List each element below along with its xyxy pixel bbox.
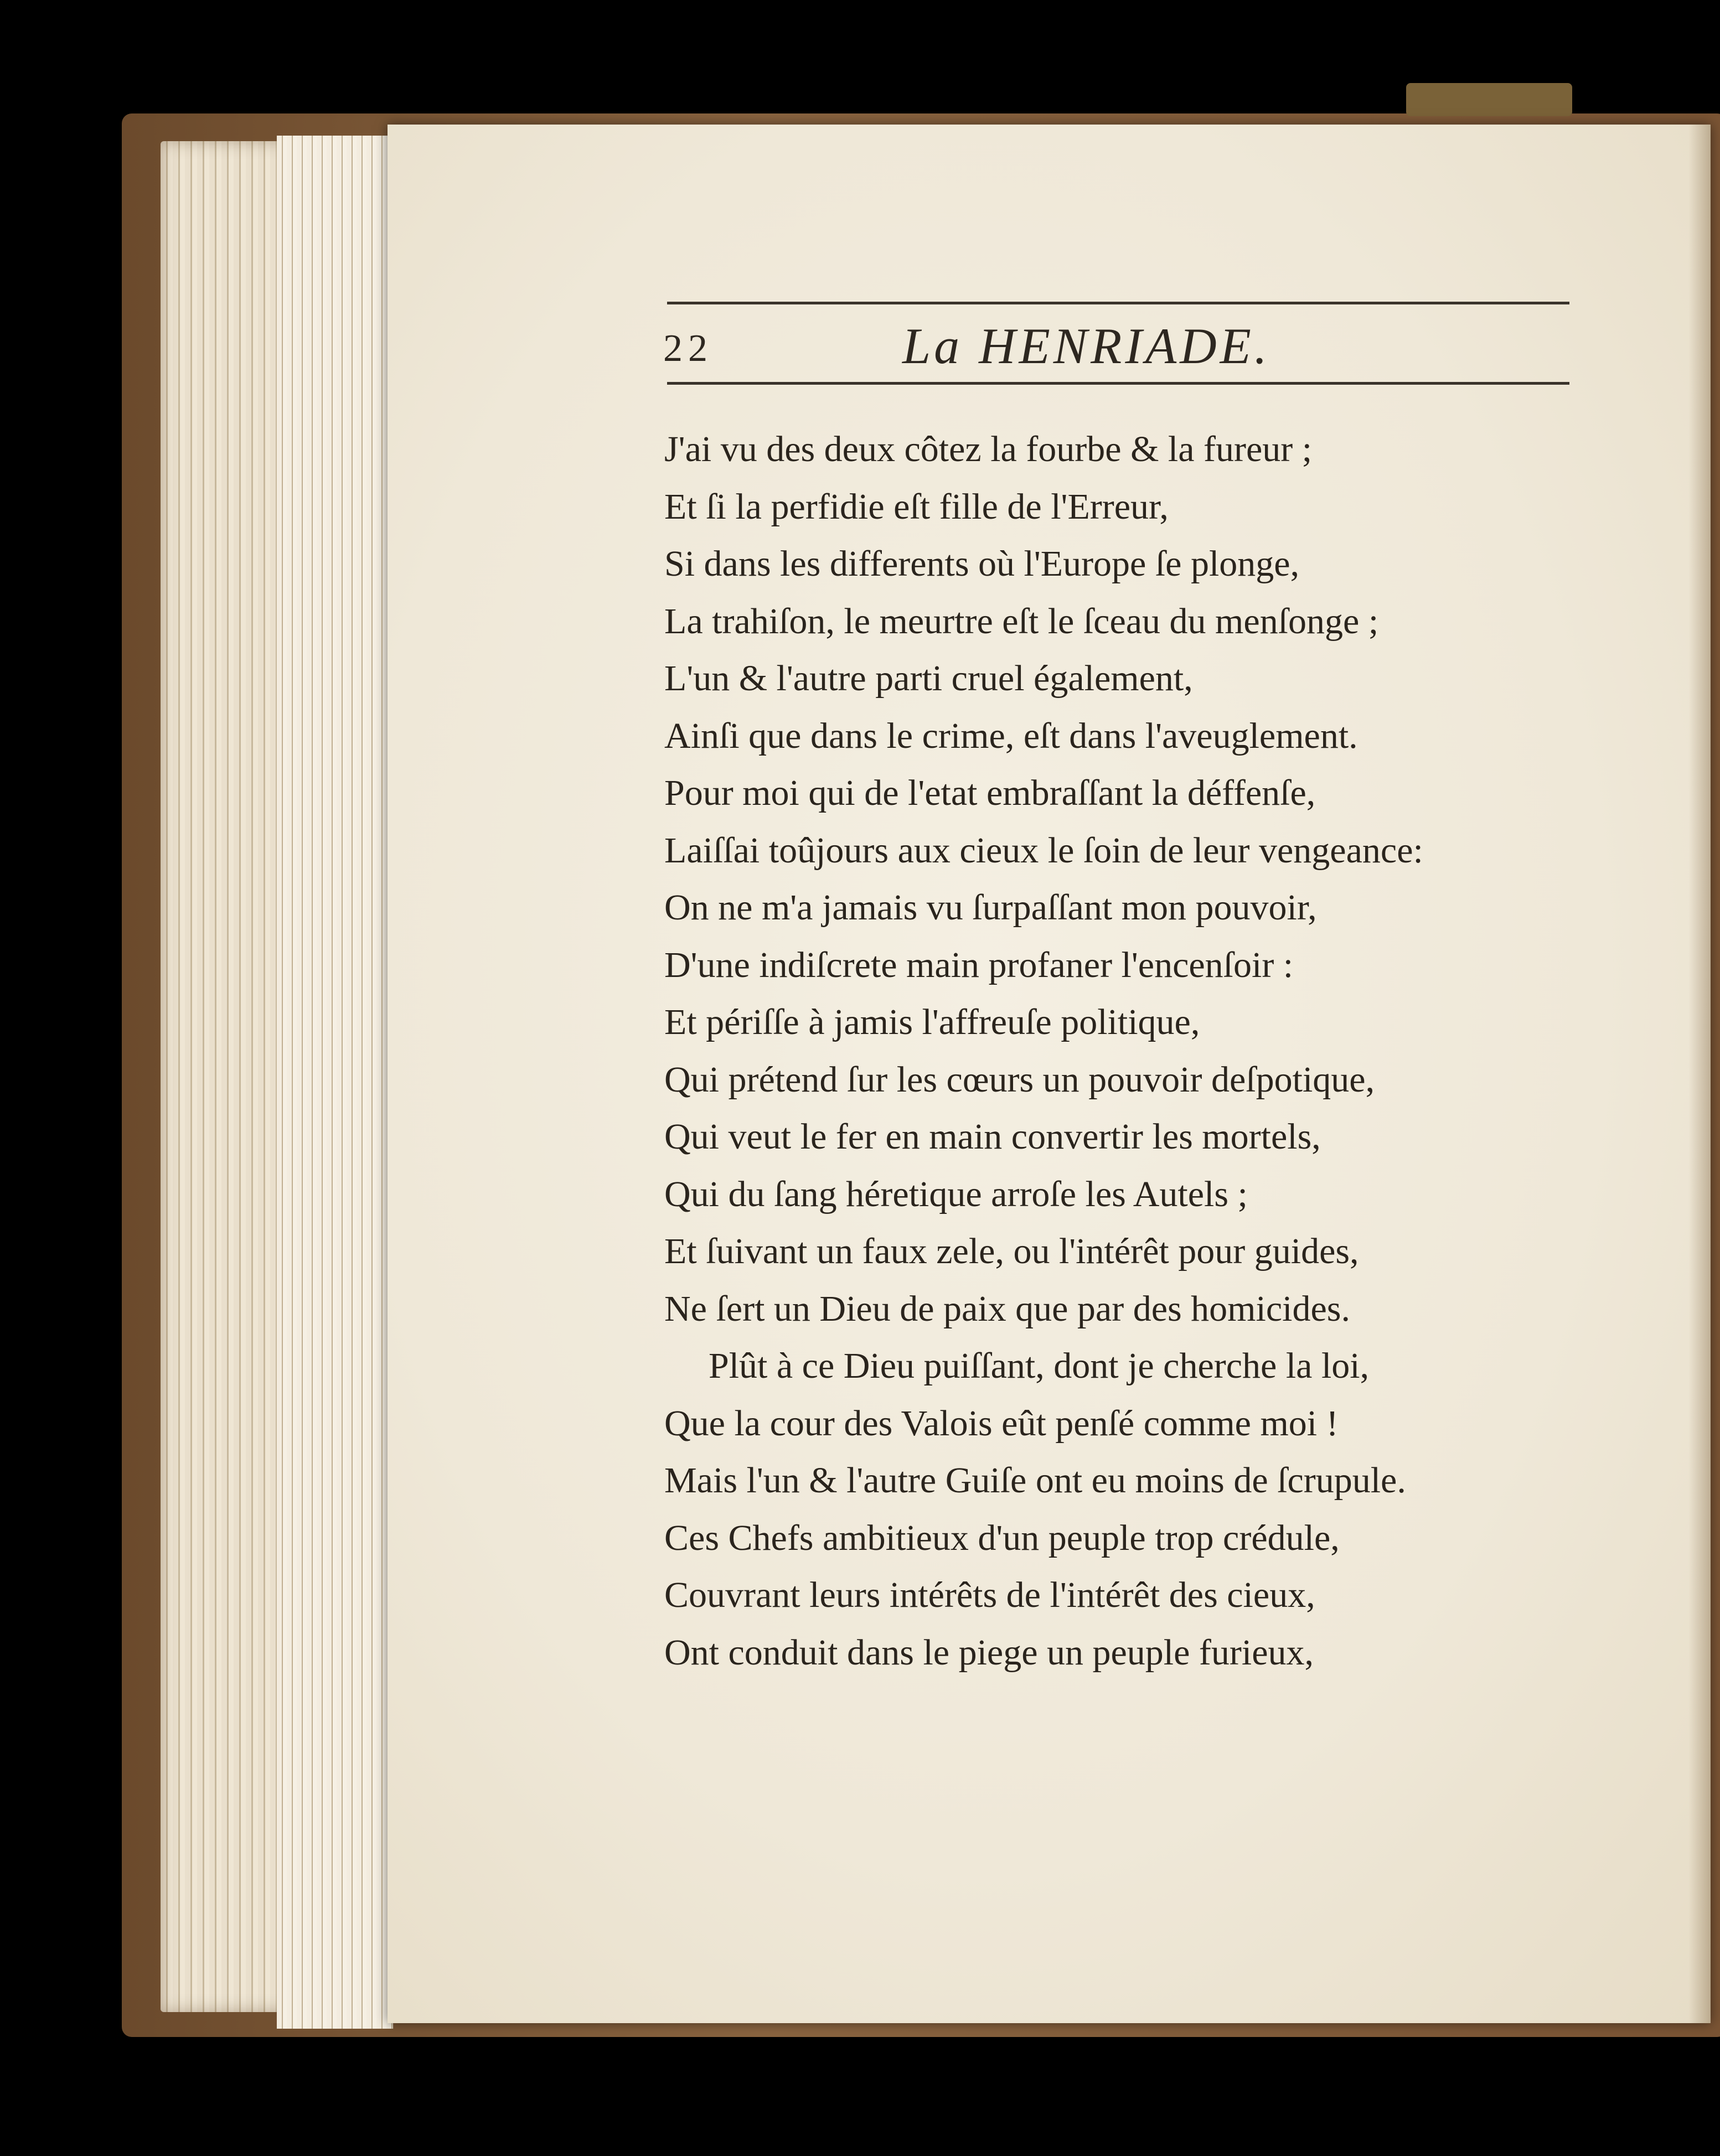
verse-line: Et ſi la perfidie eſt fille de l'Erreur, bbox=[664, 486, 1169, 527]
page-number: 22 bbox=[663, 327, 713, 370]
header-rule-bottom bbox=[667, 382, 1569, 385]
page-stack-edges bbox=[277, 136, 393, 2029]
verse-line-paragraph-start: Plût à ce Dieu puiſſant, dont je cherche la loi, bbox=[709, 1346, 1370, 1386]
verse-line: Ainſi que dans le crime, eſt dans l'aveuglement. bbox=[664, 715, 1358, 756]
verse-line: Ne ſert un Dieu de paix que par des homicides. bbox=[664, 1288, 1350, 1329]
verse-line: J'ai vu des deux côtez la fourbe & la fureur ; bbox=[664, 429, 1313, 469]
verse-line: Laiſſai toûjours aux cieux le ſoin de leur vengeance: bbox=[664, 830, 1423, 871]
verse-line: Si dans les differents où l'Europe ſe plonge, bbox=[664, 544, 1300, 584]
poem-verses bbox=[664, 421, 1639, 1681]
verse-line: Et périſſe à jamis l'affreuſe politique, bbox=[664, 1002, 1200, 1042]
header-rule-top bbox=[667, 302, 1569, 304]
verse-line: Qui du ſang héretique arroſe les Autels ; bbox=[664, 1173, 1248, 1214]
verse-line: Mais l'un & l'autre Guiſe ont eu moins de ſcrupule. bbox=[664, 1460, 1406, 1501]
verse-line: Ont conduit dans le piege un peuple furieux, bbox=[664, 1632, 1314, 1673]
verse-line: Et ſuivant un faux zele, ou l'intérêt pour guides, bbox=[664, 1231, 1359, 1271]
verse-line: D'une indiſcrete main profaner l'encenſoir : bbox=[664, 944, 1294, 985]
verse-line: Couvrant leurs intérêts de l'intérêt des cieux, bbox=[664, 1575, 1315, 1615]
verse-line: Qui veut le fer en main convertir les mortels, bbox=[664, 1116, 1321, 1157]
book-clasp bbox=[1406, 83, 1572, 116]
verse-line: Qui prétend ſur les cœurs un pouvoir deſpotique, bbox=[664, 1059, 1375, 1100]
verse-line: Que la cour des Valois eût penſé comme moi ! bbox=[664, 1403, 1339, 1444]
verse-line: Pour moi qui de l'etat embraſſant la déffenſe, bbox=[664, 773, 1316, 813]
verse-line: La trahiſon, le meurtre eſt le ſceau du menſonge ; bbox=[664, 601, 1379, 642]
verse-line: Ces Chefs ambitieux d'un peuple trop crédule, bbox=[664, 1517, 1340, 1558]
verse-line: On ne m'a jamais vu ſurpaſſant mon pouvoir, bbox=[664, 887, 1317, 928]
verse-line: L'un & l'autre parti cruel également, bbox=[664, 658, 1193, 699]
page-edge-shadow bbox=[1688, 125, 1711, 2023]
running-title: La HENRIADE. bbox=[902, 318, 1270, 374]
